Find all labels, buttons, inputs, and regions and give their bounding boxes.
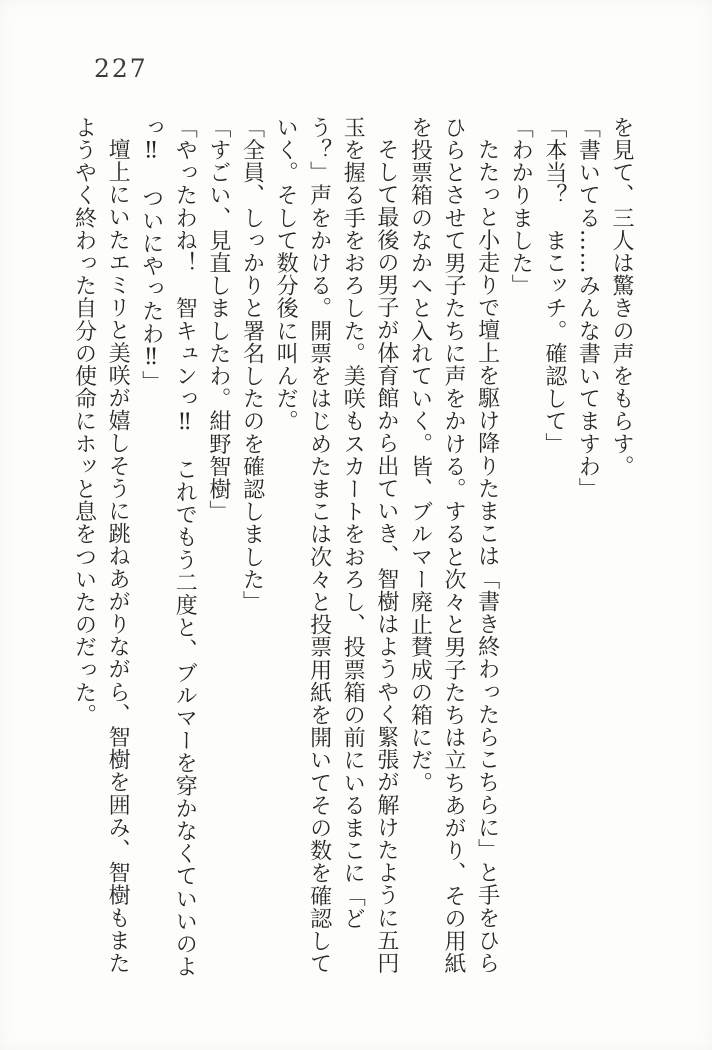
- text-column: そして最後の男子が体育館から出ていき、智樹はようやく緊張が解けたように五円: [373, 138, 399, 975]
- text-column: を投票箱のなかへと入れていく。皆、ブルマー廃止賛成の箱にだ。: [407, 116, 433, 794]
- vertical-text-block: [67, 116, 638, 982]
- text-column: を見て、三人は驚きの声をもらす。: [609, 116, 634, 478]
- page-number: 227: [94, 54, 148, 83]
- text-column: 「本当？ まこッチ。確認して」: [541, 116, 567, 455]
- text-column: ひらとさせて男子たちに声をかける。すると次々と男子たちは立ちあがり、その用紙: [441, 116, 467, 975]
- text-column: っ‼ ついにやったわ‼」: [138, 116, 164, 394]
- text-column: 壇上にいたエミリと美咲が嬉しそうに跳ねあがりながら、智樹を囲み、智樹もまた: [105, 138, 131, 975]
- text-column: たたっと小走りで壇上を駆け降りたまこは「書き終わったらこちらに」と手をひら: [474, 138, 500, 975]
- text-column: ようやく終わった自分の使命にホッと息をついたのだった。: [71, 116, 97, 727]
- text-column: う？」声をかける。開票をはじめたまこは次々と投票用紙を開いてその数を確認して: [306, 116, 332, 975]
- text-column: 「全員、しっかりと署名したのを確認しました」: [239, 116, 265, 614]
- text-column: いく。そして数分後に叫んだ。: [273, 116, 299, 433]
- text-column: 「すごい、見直しましたわ。紺野智樹」: [205, 116, 231, 523]
- text-column: 「やったわね！ 智キュンっ‼ これでもう二度と、ブルマーを穿かなくていいのよ: [172, 116, 198, 978]
- text-column: 「わかりました」: [508, 116, 534, 297]
- text-column: 「書いてる……みんな書いてますわ」: [575, 116, 601, 501]
- text-column: 玉を握る手をおろした。美咲もスカートをおろし、投票箱の前にいるまこに「ど: [340, 116, 366, 930]
